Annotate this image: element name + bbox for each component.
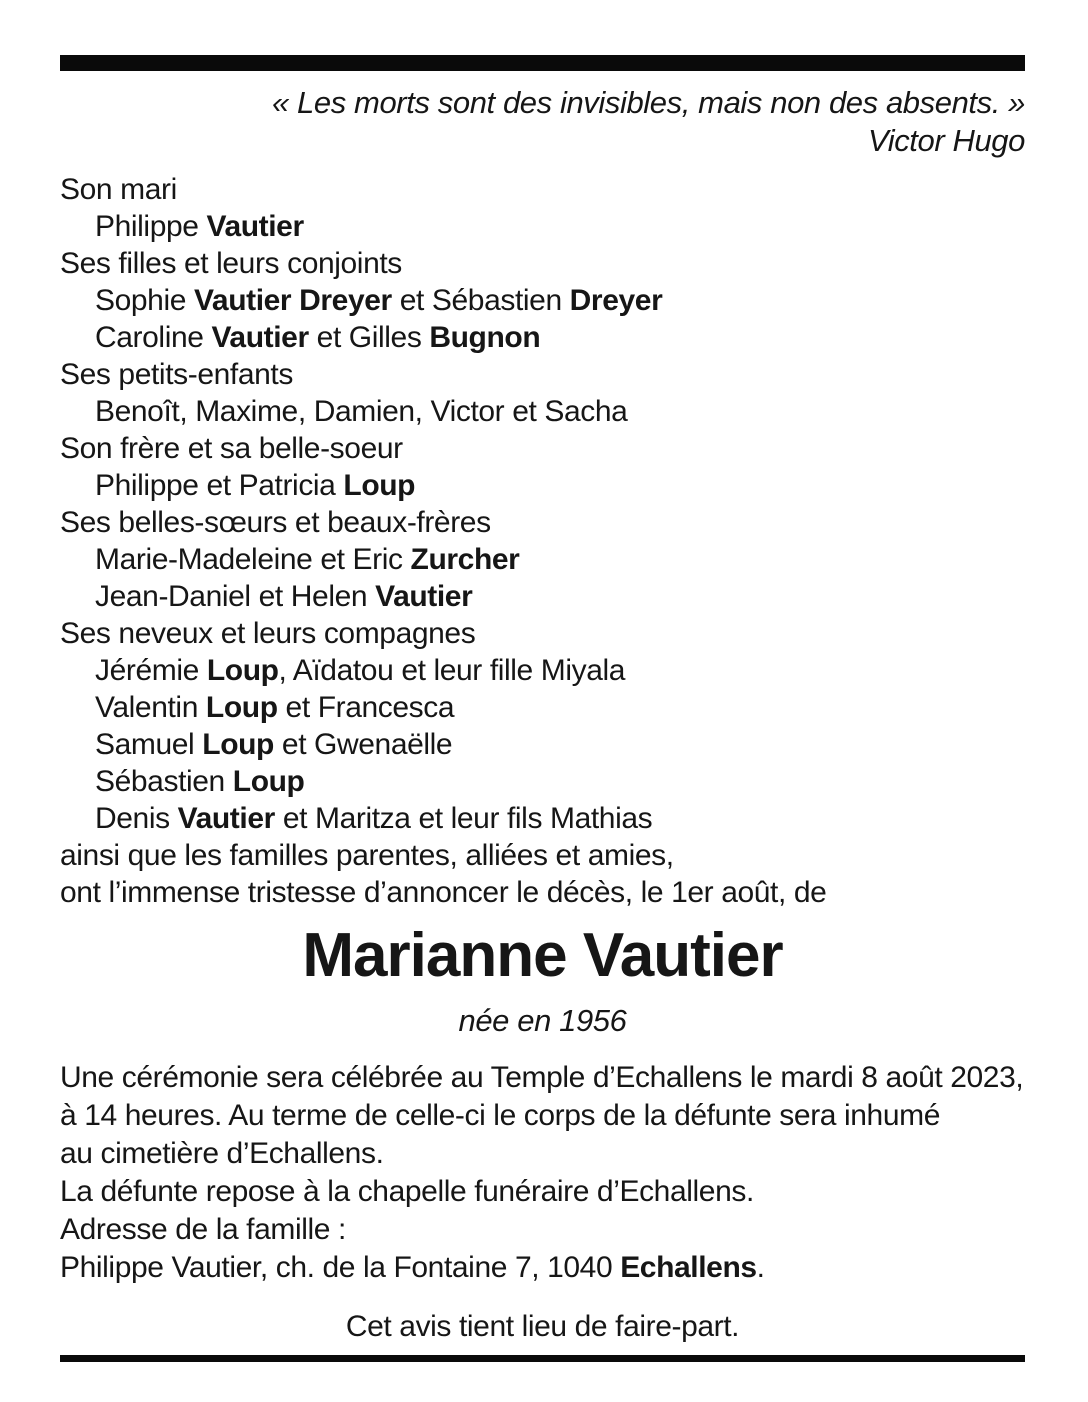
text-segment: Benoît, Maxime, Damien, Victor et Sacha <box>95 395 628 428</box>
text-segment: Philippe et Patricia <box>95 469 344 502</box>
bottom-rule <box>60 1355 1025 1362</box>
text-segment: Caroline <box>95 321 212 354</box>
text-segment: , Aïdatou et leur fille Miyala <box>278 654 626 687</box>
family-line <box>60 689 1025 726</box>
surname-bold: Dreyer <box>569 284 663 317</box>
surname-bold: Vautier <box>177 802 275 835</box>
family-line <box>60 763 1025 800</box>
text-segment: Sébastien <box>95 765 233 798</box>
text-segment: Philippe Vautier, ch. de la Fontaine 7, 1040 <box>60 1251 621 1284</box>
family-line <box>60 652 1025 689</box>
surname-bold: Loup <box>343 469 416 502</box>
text-segment: et Gwenaëlle <box>273 728 453 761</box>
text-segment: à 14 heures. Au terme de celle-ci le corps de la défunte sera inhumé <box>60 1099 940 1132</box>
text-segment: Philippe <box>95 210 207 243</box>
surname-bold: Vautier <box>375 580 473 613</box>
text-segment: et Maritza et leur fils Mathias <box>274 802 653 835</box>
deceased-name: Marianne Vautier <box>302 921 783 990</box>
surname-bold: Loup <box>206 654 279 687</box>
family-line <box>60 578 1025 615</box>
family-line <box>60 282 1025 319</box>
surname-bold: Vautier <box>206 210 304 243</box>
text-segment: Ses filles et leurs conjoints <box>60 247 402 280</box>
text-segment: Son frère et sa belle-soeur <box>60 432 403 465</box>
family-line <box>60 245 1025 282</box>
family-line <box>60 467 1025 504</box>
surname-bold: Vautier Dreyer <box>193 284 392 317</box>
text-segment: Ses petits-enfants <box>60 358 293 391</box>
text-segment: et Francesca <box>277 691 455 724</box>
text-segment: Valentin <box>95 691 206 724</box>
text-segment: Une cérémonie sera célébrée au Temple d’Echallens le mardi 8 août 2023, <box>60 1061 1024 1094</box>
text-segment: Denis <box>95 802 178 835</box>
surname-bold: Zurcher <box>410 543 520 576</box>
family-line <box>60 504 1025 541</box>
family-line <box>60 800 1025 837</box>
announcement-line <box>60 1059 1025 1097</box>
surname-bold: Loup <box>232 765 305 798</box>
announcement-line <box>60 1173 1025 1211</box>
text-segment: ainsi que les familles parentes, alliées et amies, <box>60 839 674 872</box>
text-segment: Jean-Daniel et Helen <box>95 580 376 613</box>
announcement-line <box>60 1211 1025 1249</box>
text-segment: Marie-Madeleine et Eric <box>95 543 411 576</box>
surname-bold: Echallens <box>620 1251 757 1284</box>
family-list <box>60 171 1025 911</box>
family-line <box>60 874 1025 911</box>
family-line <box>60 726 1025 763</box>
text-segment: Son mari <box>60 173 177 206</box>
text-segment: Samuel <box>95 728 203 761</box>
announcement-line <box>60 1249 1025 1287</box>
family-line <box>60 615 1025 652</box>
surname-bold: Loup <box>205 691 278 724</box>
surname-bold: Loup <box>202 728 274 761</box>
text-segment: Adresse de la famille : <box>60 1213 346 1246</box>
text-segment: Ses belles-sœurs et beaux-frères <box>60 506 491 539</box>
text-segment: et Gilles <box>308 321 430 354</box>
surname-bold: Vautier <box>211 321 309 354</box>
family-line <box>60 208 1025 245</box>
family-line <box>60 171 1025 208</box>
announcement-block <box>60 1059 1025 1287</box>
family-line <box>60 430 1025 467</box>
text-segment: . <box>756 1251 765 1284</box>
text-segment: Ses neveux et leurs compagnes <box>60 617 476 650</box>
birth-year: née en 1956 <box>458 1003 627 1038</box>
text-segment: et Sébastien <box>391 284 570 317</box>
family-line <box>60 837 1025 874</box>
quote-block <box>60 84 1025 160</box>
top-rule <box>60 55 1025 71</box>
family-line <box>60 393 1025 430</box>
family-line <box>60 356 1025 393</box>
announcement-line <box>60 1135 1025 1173</box>
family-line <box>60 541 1025 578</box>
text-segment: au cimetière d’Echallens. <box>60 1137 384 1170</box>
family-line <box>60 319 1025 356</box>
text-segment: Jérémie <box>95 654 207 687</box>
surname-bold: Bugnon <box>429 321 541 354</box>
footer-text: Cet avis tient lieu de faire-part. <box>345 1310 740 1343</box>
announcement-line <box>60 1097 1025 1135</box>
text-segment: ont l’immense tristesse d’annoncer le décès, le 1er août, de <box>60 876 827 909</box>
text-segment: Sophie <box>95 284 194 317</box>
quote-text: « Les morts sont des invisibles, mais non des absents. » <box>272 85 1025 120</box>
quote-author: Victor Hugo <box>867 123 1025 158</box>
text-segment: La défunte repose à la chapelle funéraire d’Echallens. <box>60 1175 754 1208</box>
